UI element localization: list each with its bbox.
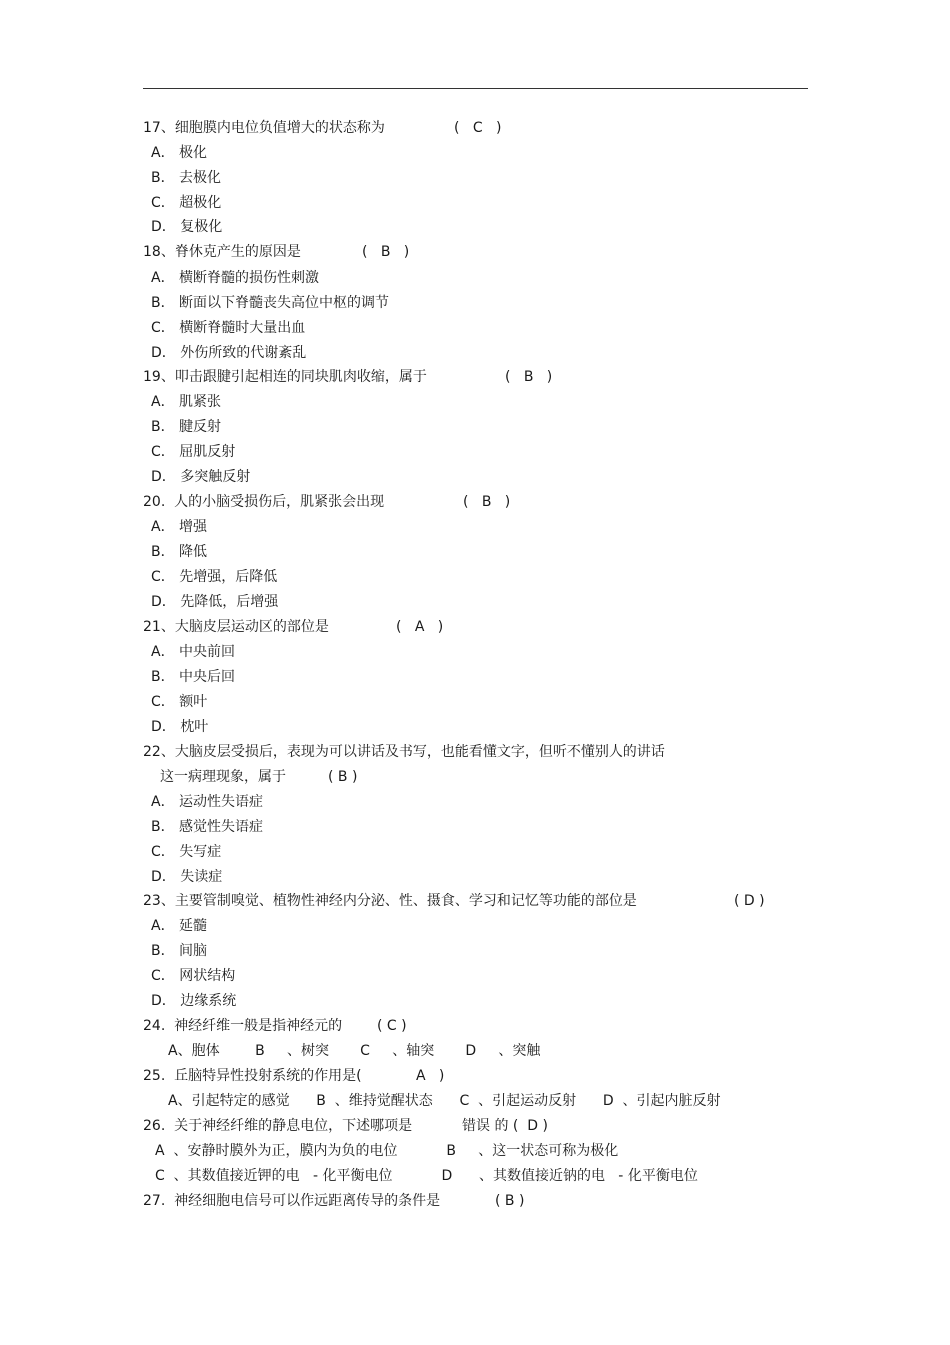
answer-mark: ( D ) [734, 893, 765, 909]
option: C． 先增强，后降低 [151, 569, 278, 585]
inline-options: A 、安静时膜外为正，膜内为负的电位 B 、这一状态可称为极化 [155, 1143, 619, 1159]
inline-options: A、引起特定的感觉 B 、维持觉醒状态 C 、引起运动反射 D 、引起内脏反射 [168, 1093, 721, 1109]
option: D． 外伤所致的代谢紊乱 [151, 345, 307, 361]
option: D． 先降低，后增强 [151, 594, 279, 610]
option: C． 横断脊髓时大量出血 [151, 320, 306, 336]
option: A． 极化 [151, 145, 208, 161]
question-stem: 17、细胞膜内电位负值增大的状态称为 [143, 120, 385, 136]
option: A． 增强 [151, 519, 208, 535]
inline-options: A、胞体 B 、树突 C 、轴突 D 、突触 [168, 1043, 541, 1059]
option: D． 多突触反射 [151, 469, 251, 485]
answer-mark: ( B ) [495, 1193, 525, 1209]
option: A． 延髓 [151, 918, 208, 934]
option: C． 额叶 [151, 694, 208, 710]
inline-options: C 、其数值接近钾的电 - 化平衡电位 D 、其数值接近钠的电 - 化平衡电位 [155, 1168, 698, 1184]
question-stem: 21、大脑皮层运动区的部位是 [143, 619, 329, 635]
answer-mark: ( B ) [463, 494, 511, 510]
option: B． 断面以下脊髓丧失高位中枢的调节 [151, 295, 390, 311]
question-stem: 26. 关于神经纤维的静息电位，下述哪项是 [143, 1118, 413, 1134]
option: B． 感觉性失语症 [151, 819, 264, 835]
answer-mark: 错误 的 ( D ) [462, 1118, 548, 1134]
question-stem: 27. 神经细胞电信号可以作远距离传导的条件是 [143, 1193, 441, 1209]
question-stem-continued: 这一病理现象，属于 [160, 769, 286, 785]
option: D． 复极化 [151, 219, 223, 235]
option: D． 枕叶 [151, 719, 209, 735]
option: C． 屈肌反射 [151, 444, 236, 460]
option: A． 横断脊髓的损伤性刺激 [151, 270, 320, 286]
answer-mark: A ) [416, 1068, 445, 1084]
option: A． 肌紧张 [151, 394, 222, 410]
answer-mark: ( C ) [454, 120, 502, 136]
option: B． 降低 [151, 544, 208, 560]
answer-mark: ( B ) [328, 769, 358, 785]
option: B． 中央后回 [151, 669, 236, 685]
option: C． 失写症 [151, 844, 222, 860]
option: B． 去极化 [151, 170, 222, 186]
question-stem: 22、大脑皮层受损后，表现为可以讲话及书写，也能看懂文字，但听不懂别人的讲话 [143, 744, 665, 760]
option: C． 网状结构 [151, 968, 236, 984]
header-rule [143, 88, 808, 89]
answer-mark: ( B ) [362, 244, 410, 260]
answer-mark: ( B ) [505, 369, 553, 385]
question-stem: 24. 神经纤维一般是指神经元的 [143, 1018, 343, 1034]
option: D． 失读症 [151, 869, 223, 885]
question-stem: 23、主要管制嗅觉、植物性神经内分泌、性、摄食、学习和记忆等功能的部位是 [143, 893, 637, 909]
question-stem: 18、脊休克产生的原因是 [143, 244, 301, 260]
answer-mark: ( C ) [377, 1018, 407, 1034]
question-stem: 25. 丘脑特异性投射系统的作用是( [143, 1068, 362, 1084]
option: A． 中央前回 [151, 644, 236, 660]
option: B． 间脑 [151, 943, 208, 959]
option: D． 边缘系统 [151, 993, 237, 1009]
option: B． 腱反射 [151, 419, 222, 435]
question-stem: 19、叩击跟腱引起相连的同块肌肉收缩，属于 [143, 369, 427, 385]
option: A． 运动性失语症 [151, 794, 264, 810]
option: C． 超极化 [151, 195, 222, 211]
question-stem: 20. 人的小脑受损伤后，肌紧张会出现 [143, 494, 385, 510]
answer-mark: ( A ) [396, 619, 444, 635]
